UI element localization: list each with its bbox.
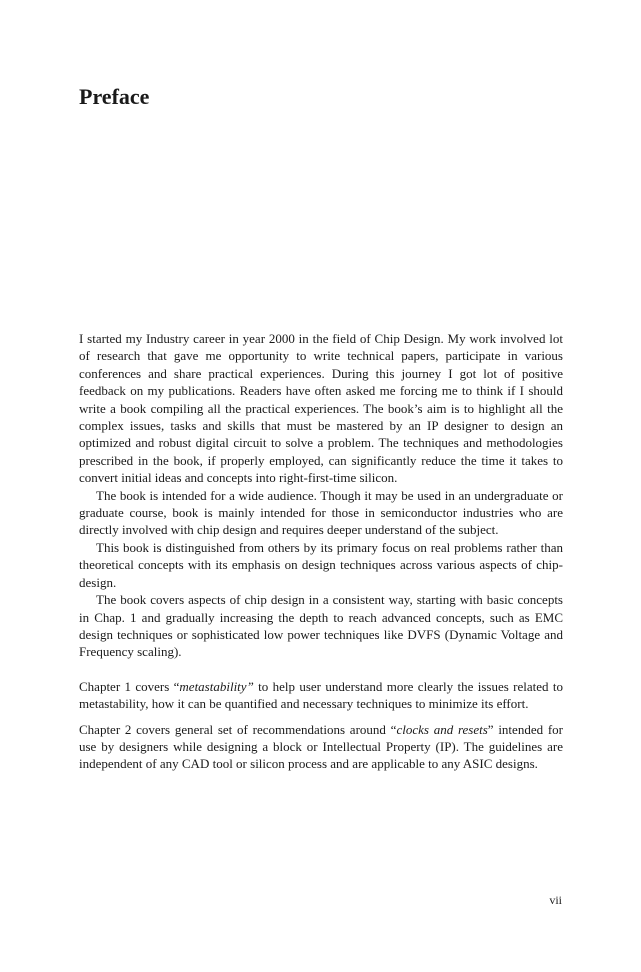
paragraph-4: The book covers aspects of chip design in a consistent way, starting with basic concepts in Chap. 1 and gradually increasing the depth to reach advanced concepts, such as EMC design techniques or sophisticated low power techniques like DVFS (Dynamic Voltage and Frequency scaling).	[79, 592, 563, 660]
chapter-2-intro: Chapter 2 covers general set of recommendations around “	[79, 721, 397, 737]
chapter-2-summary	[79, 721, 563, 773]
chapter-2-description: ” intended for use by designers while designing a block or Intellectual Property (IP). The guidelines are independent of any CAD tool or silicon process and are applicable to any ASIC designs.	[79, 721, 564, 772]
page-title: Preface	[79, 84, 150, 109]
chapter-1-term: metastability”	[179, 678, 254, 694]
chapter-1-intro: Chapter 1 covers “	[79, 678, 180, 694]
paragraph-2: The book is intended for a wide audience. Though it may be used in an undergraduate or graduate course, book is mainly intended for those in semiconductor industries who are directly involved with chip design and requires deeper understand of the subject.	[79, 487, 563, 538]
preface-body	[79, 330, 563, 773]
chapter-1-description: to help user understand more clearly the issues related to metastability, how it can be quantified and necessary techniques to minimize its effort.	[79, 678, 563, 712]
paragraph-3: This book is distinguished from others by its primary focus on real problems rather than theoretical concepts with its emphasis on design techniques across various aspects of chip-design.	[79, 539, 563, 590]
paragraph-1: I started my Industry career in year 2000 in the field of Chip Design. My work involved lot of research that gave me opportunity to write technical papers, participate in various conferences and share practical experiences. During this journey I got lot of positive feedback on my publications. Readers have often asked me forcing me to think if I should write a book compiling all the practical experiences. The book’s aim is to highlight all the complex issues, tasks and skills that must be mastered by an IP designer to design an optimized and robust digital circuit to solve a problem. The techniques and methodologies prescribed in the book, if properly employed, can significantly reduce the time it takes to convert initial ideas and concepts into right-first-time silicon.	[79, 331, 563, 486]
chapter-2-term: clocks and resets	[396, 721, 488, 737]
page-number: vii	[549, 893, 562, 907]
chapter-1-summary	[79, 678, 563, 713]
